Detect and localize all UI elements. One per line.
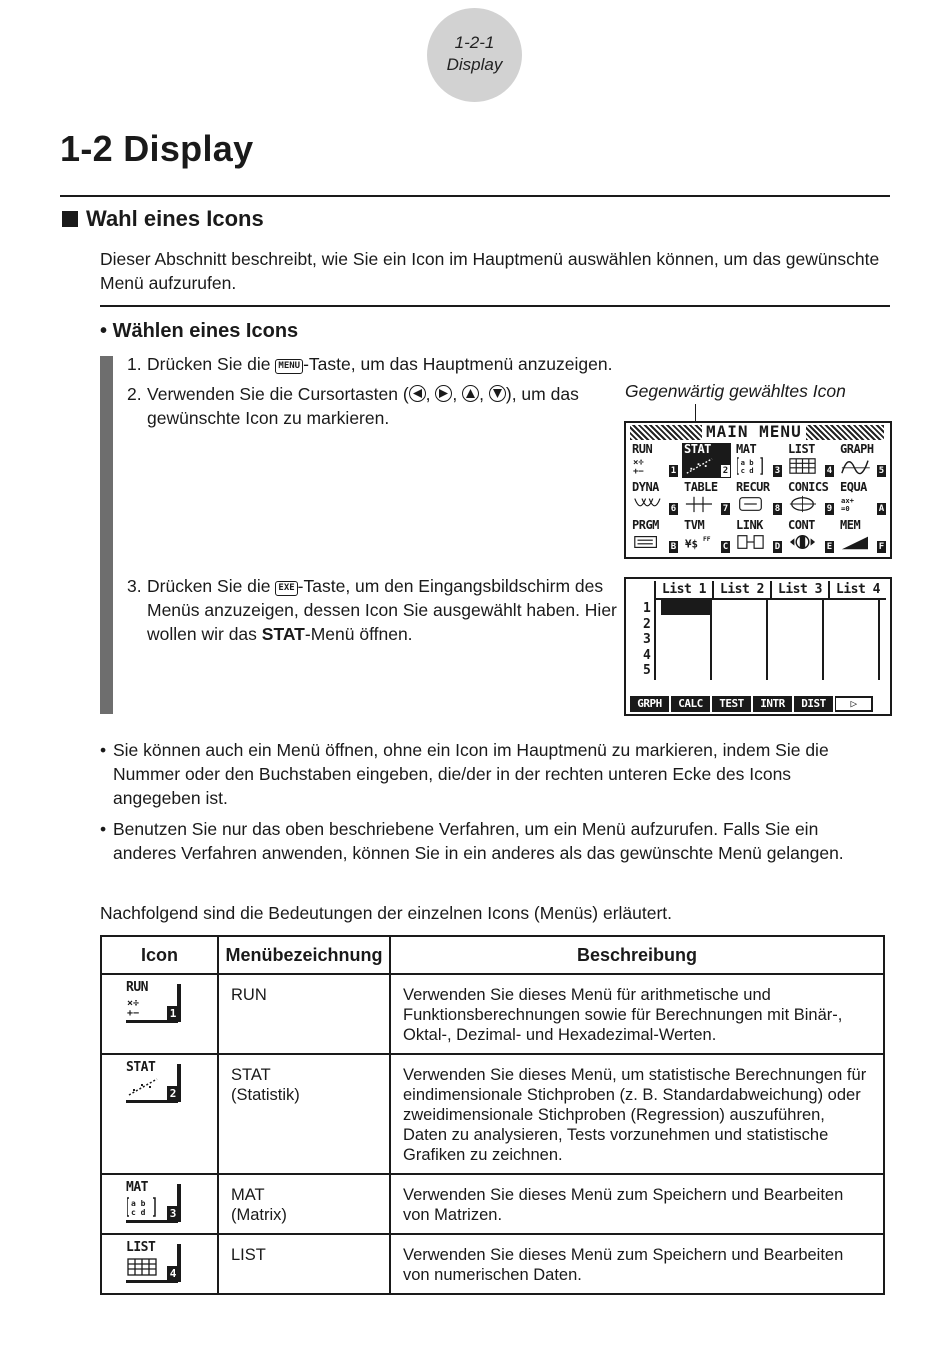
menu-icon-shortcut: 5 (878, 466, 885, 476)
menu-icon-label: PRGM (632, 518, 659, 532)
menu-icon-run[interactable] (630, 443, 679, 478)
function-key-bar (630, 696, 873, 712)
menu-icon-dyna[interactable] (630, 481, 679, 516)
menu-icon-shortcut: F (878, 542, 885, 552)
equa-icon (841, 495, 877, 513)
menu-icon-prgm[interactable] (630, 519, 679, 554)
menu-icon-shortcut: C (722, 542, 729, 552)
cont-icon (789, 533, 825, 551)
menu-icon-shortcut: 4 (826, 466, 833, 476)
svg-text:+−: +− (127, 1008, 140, 1019)
menu-icon-shortcut: 2 (722, 466, 729, 476)
function-key-6[interactable]: ▷ (835, 696, 873, 712)
mat-icon (737, 457, 773, 475)
menu-icon-shortcut: 1 (670, 466, 677, 476)
menu-icon-label: TABLE (684, 480, 718, 494)
icon-table (100, 935, 885, 1295)
list-column-line (822, 600, 824, 680)
icon-label: MAT (126, 1180, 148, 1195)
step-text: Drücken Sie die (147, 576, 276, 596)
description-cell: Verwenden Sie dieses Menü, um statistische Berechnungen für eindimensionale Stichproben (z. B. Standardabweichung) oder zweidimensionale Stichproben (Regression) auszuführen, Daten zu analysieren, Tests vorzunehmen und statistische Grafiken zu zeichnen. (390, 1054, 884, 1174)
menu-icon-label: EQUA (840, 480, 867, 494)
step-text: ), um das gewünschte Icon zu markieren. (147, 384, 579, 428)
menu-icon-label: CONT (788, 518, 815, 532)
menu-icon-shortcut: 6 (670, 504, 677, 514)
svg-text:a b: a b (131, 1199, 146, 1208)
list-icon (126, 1241, 182, 1285)
menu-icon-shortcut: A (878, 504, 885, 514)
list-row-number: 2 (643, 616, 651, 632)
section-heading-text: Wahl eines Icons (86, 206, 264, 231)
header-menu-name: Menübezeichnung (218, 936, 390, 974)
procedure-sidebar-bar (100, 356, 113, 714)
menu-icon-shortcut: E (826, 542, 833, 552)
menu-icon-label: RUN (632, 442, 653, 456)
recur-icon (737, 495, 773, 513)
mat-icon (126, 1181, 182, 1225)
stat-icon (685, 457, 721, 475)
icon-shortcut: 4 (167, 1266, 179, 1282)
menu-icon-mat[interactable] (734, 443, 783, 478)
icon-cell (101, 1174, 218, 1234)
prgm-icon (633, 533, 669, 551)
menu-icon-cont[interactable] (786, 519, 835, 554)
menu-icon-table[interactable] (682, 481, 731, 516)
function-key-3[interactable]: TEST (712, 696, 751, 712)
function-key-2[interactable]: CALC (671, 696, 710, 712)
menu-name-detail: (Statistik) (231, 1086, 300, 1104)
menu-icon-label: STAT (684, 442, 711, 456)
menu-name-cell (218, 1234, 390, 1294)
icon-cell (101, 974, 218, 1054)
menu-icon-shortcut: D (774, 542, 781, 552)
menu-name-cell (218, 1054, 390, 1174)
list-cell-cursor (661, 600, 711, 615)
step-text: -Taste, um den Eingangsbildschirm des Menüs anzuzeigen, dessen Icon Sie ausgewählt haben. Hier wollen wir das (147, 576, 617, 644)
icon-cell (101, 1234, 218, 1294)
step-bold-text: STAT (261, 624, 305, 644)
step-2: 2. Verwenden Sie die Cursortasten ( , , , ), um das gewünschte Icon zu markieren. (127, 384, 579, 428)
note-item: • Benutzen Sie nur das oben beschriebene Verfahren, um ein Menü aufzurufen. Falls Sie ein anderes Verfahren anwenden, können Sie in ein anderes als das gewünschte Menü gelangen. (100, 819, 844, 863)
step-number: 3. (127, 576, 142, 596)
cursor-left-key-icon (409, 385, 426, 402)
svg-text:a b: a b (740, 458, 754, 468)
list-column-line (766, 600, 768, 680)
function-key-1[interactable]: GRPH (630, 696, 669, 712)
menu-icon-shortcut: 9 (826, 504, 833, 514)
list-header: List 1 (654, 581, 712, 600)
table-row (101, 1234, 884, 1294)
menu-icon-shortcut: 3 (774, 466, 781, 476)
step-number: 2. (127, 384, 142, 404)
icon-label: RUN (126, 980, 148, 995)
conics-icon (789, 495, 825, 513)
icon-cell (101, 1054, 218, 1174)
selected-icon-caption: Gegenwärtig gewähltes Icon (625, 381, 846, 401)
menu-icon-link[interactable] (734, 519, 783, 554)
step-text: -Menü öffnen. (304, 624, 413, 644)
icon-art (127, 1075, 171, 1101)
step-text: Drücken Sie die (147, 354, 276, 374)
header-description: Beschreibung (390, 936, 884, 974)
mem-icon (841, 533, 877, 551)
menu-icon-label: MAT (736, 442, 757, 456)
run-icon (633, 457, 669, 475)
description-cell: Verwenden Sie dieses Menü zum Speichern und Bearbeiten von Matrizen. (390, 1174, 884, 1234)
menu-icon-label: LIST (788, 442, 815, 456)
subsection-heading-text: Wählen eines Icons (112, 320, 299, 342)
step-text: -Taste, um das Hauptmenü anzuzeigen. (303, 354, 613, 374)
menu-name: RUN (231, 986, 267, 1004)
main-menu-screen (624, 421, 892, 559)
notes-list (100, 738, 880, 872)
note-text: Benutzen Sie nur das oben beschriebene Verfahren, um ein Menü aufzurufen. Falls Sie ein anderes Verfahren anwenden, können Sie in ein anderes als das gewünschte Menü gelangen. (113, 819, 844, 863)
description-cell: Verwenden Sie dieses Menü für arithmetische und Funktionsberechnungen sowie für Berechnungen mit Binär-, Oktal-, Dezimal- und Hexadezimal-Werten. (390, 974, 884, 1054)
table-row (101, 1174, 884, 1234)
menu-icon-shortcut: 7 (722, 504, 729, 514)
table-row (101, 974, 884, 1054)
menu-icon-label: RECUR (736, 480, 770, 494)
menu-icon-graph[interactable] (838, 443, 887, 478)
section-intro: Dieser Abschnitt beschreibt, wie Sie ein Icon im Hauptmenü auswählen können, um das gewünschte Menü aufzurufen. (100, 249, 880, 293)
menu-name-cell (218, 974, 390, 1054)
list-header: List 4 (828, 581, 886, 600)
svg-text:c d: c d (131, 1208, 146, 1217)
step-number: 1. (127, 354, 142, 374)
menu-icon-label: DYNA (632, 480, 659, 494)
function-key-4[interactable]: INTR (753, 696, 792, 712)
title-divider (60, 195, 890, 197)
menu-icon-label: GRAPH (840, 442, 874, 456)
menu-icon-label: LINK (736, 518, 763, 532)
svg-text:=0: =0 (841, 504, 850, 513)
menu-icon-stat[interactable] (682, 443, 731, 478)
menu-icon-label: CONICS (788, 480, 829, 494)
menu-name: MAT (231, 1186, 265, 1204)
description-cell: Verwenden Sie dieses Menü zum Speichern und Bearbeiten von numerischen Daten. (390, 1234, 884, 1294)
svg-text:×÷: ×÷ (633, 458, 644, 469)
link-icon (737, 533, 773, 551)
graph-icon (841, 457, 877, 475)
run-icon (126, 981, 182, 1025)
menu-icon-equa[interactable] (838, 481, 887, 516)
menu-icon-label: MEM (840, 518, 861, 532)
menu-icon-shortcut: 8 (774, 504, 781, 514)
cursor-right-key-icon (435, 385, 452, 402)
list-row-number: 4 (643, 647, 651, 663)
menu-icon-recur[interactable] (734, 481, 783, 516)
list-column-line (654, 600, 656, 680)
dyna-icon (633, 495, 669, 513)
icon-label: STAT (126, 1060, 156, 1075)
menu-name: STAT (231, 1066, 271, 1084)
header-icon: Icon (101, 936, 218, 974)
table-icon (685, 495, 721, 513)
list-row-number: 1 (643, 601, 651, 616)
section-heading (62, 206, 264, 232)
cursor-down-key-icon (489, 385, 506, 402)
menu-icon-list[interactable] (786, 443, 835, 478)
cursor-up-key-icon (462, 385, 479, 402)
main-menu-title: MAIN MENU (702, 424, 806, 440)
step-1 (127, 352, 667, 376)
svg-text:c d: c d (740, 466, 754, 475)
menu-icon-shortcut: B (670, 542, 677, 552)
page-badge (427, 8, 522, 102)
svg-text:ax+: ax+ (841, 496, 854, 506)
note-text: Sie können auch ein Menü öffnen, ohne ein Icon im Hauptmenü zu markieren, indem Sie die Nummer oder den Buchstaben eingeben, die/der in der rechten unteren Ecke des Icons angegeben ist. (113, 740, 829, 808)
list-row-numbers (643, 601, 651, 679)
main-menu-title-bar (630, 422, 884, 441)
table-row (101, 1054, 884, 1174)
page-title: 1-2 Display (60, 128, 254, 169)
list-column-line (878, 600, 880, 680)
table-intro: Nachfolgend sind die Bedeutungen der einzelnen Icons (Menüs) erläutert. (100, 903, 673, 923)
stat-icon (126, 1061, 182, 1105)
svg-text:¥$: ¥$ (685, 537, 698, 551)
exe-key-icon: EXE (275, 581, 297, 596)
step-text: Verwenden Sie die Cursortasten ( (147, 384, 409, 404)
menu-name: LIST (231, 1246, 266, 1264)
subsection-heading: • Wählen eines Icons (100, 320, 299, 342)
list-row-number: 5 (643, 663, 651, 678)
svg-text:+−: +− (633, 467, 644, 475)
icon-shortcut: 3 (167, 1206, 179, 1222)
tvm-icon (685, 533, 721, 551)
icon-shortcut: 1 (167, 1006, 179, 1022)
menu-name-detail: (Matrix) (231, 1206, 287, 1224)
menu-key-icon: MENU (275, 359, 303, 374)
list-editor-screen (624, 577, 892, 716)
svg-text:FF: FF (703, 536, 711, 544)
main-menu-icon-grid (630, 443, 886, 554)
list-header: List 2 (712, 581, 770, 600)
page-section-name: Display (446, 55, 503, 74)
icon-shortcut: 2 (167, 1086, 179, 1102)
page-number: 1-2-1 (454, 33, 495, 52)
step-3 (127, 574, 617, 646)
list-row-number: 3 (643, 632, 651, 647)
menu-icon-mem[interactable] (838, 519, 887, 554)
list-header: List 3 (770, 581, 828, 600)
menu-name-cell (218, 1174, 390, 1234)
square-bullet-icon (62, 211, 78, 227)
icon-label: LIST (126, 1240, 156, 1255)
list-icon (789, 457, 825, 475)
section-divider (100, 305, 890, 307)
menu-icon-label: TVM (684, 518, 705, 532)
svg-text:×÷: ×÷ (127, 998, 140, 1009)
menu-icon-conics[interactable] (786, 481, 835, 516)
icon-art (127, 1255, 171, 1281)
icon-art (127, 995, 171, 1021)
icon-art (127, 1195, 171, 1221)
menu-icon-tvm[interactable] (682, 519, 731, 554)
note-item: • Sie können auch ein Menü öffnen, ohne ein Icon im Hauptmenü zu markieren, indem Sie die Nummer oder den Buchstaben eingeben, die/der in der rechten unteren Ecke des Icons angegeben ist. (100, 740, 829, 808)
table-header-row (101, 936, 884, 974)
list-headers (654, 581, 886, 600)
function-key-5[interactable]: DIST (794, 696, 833, 712)
